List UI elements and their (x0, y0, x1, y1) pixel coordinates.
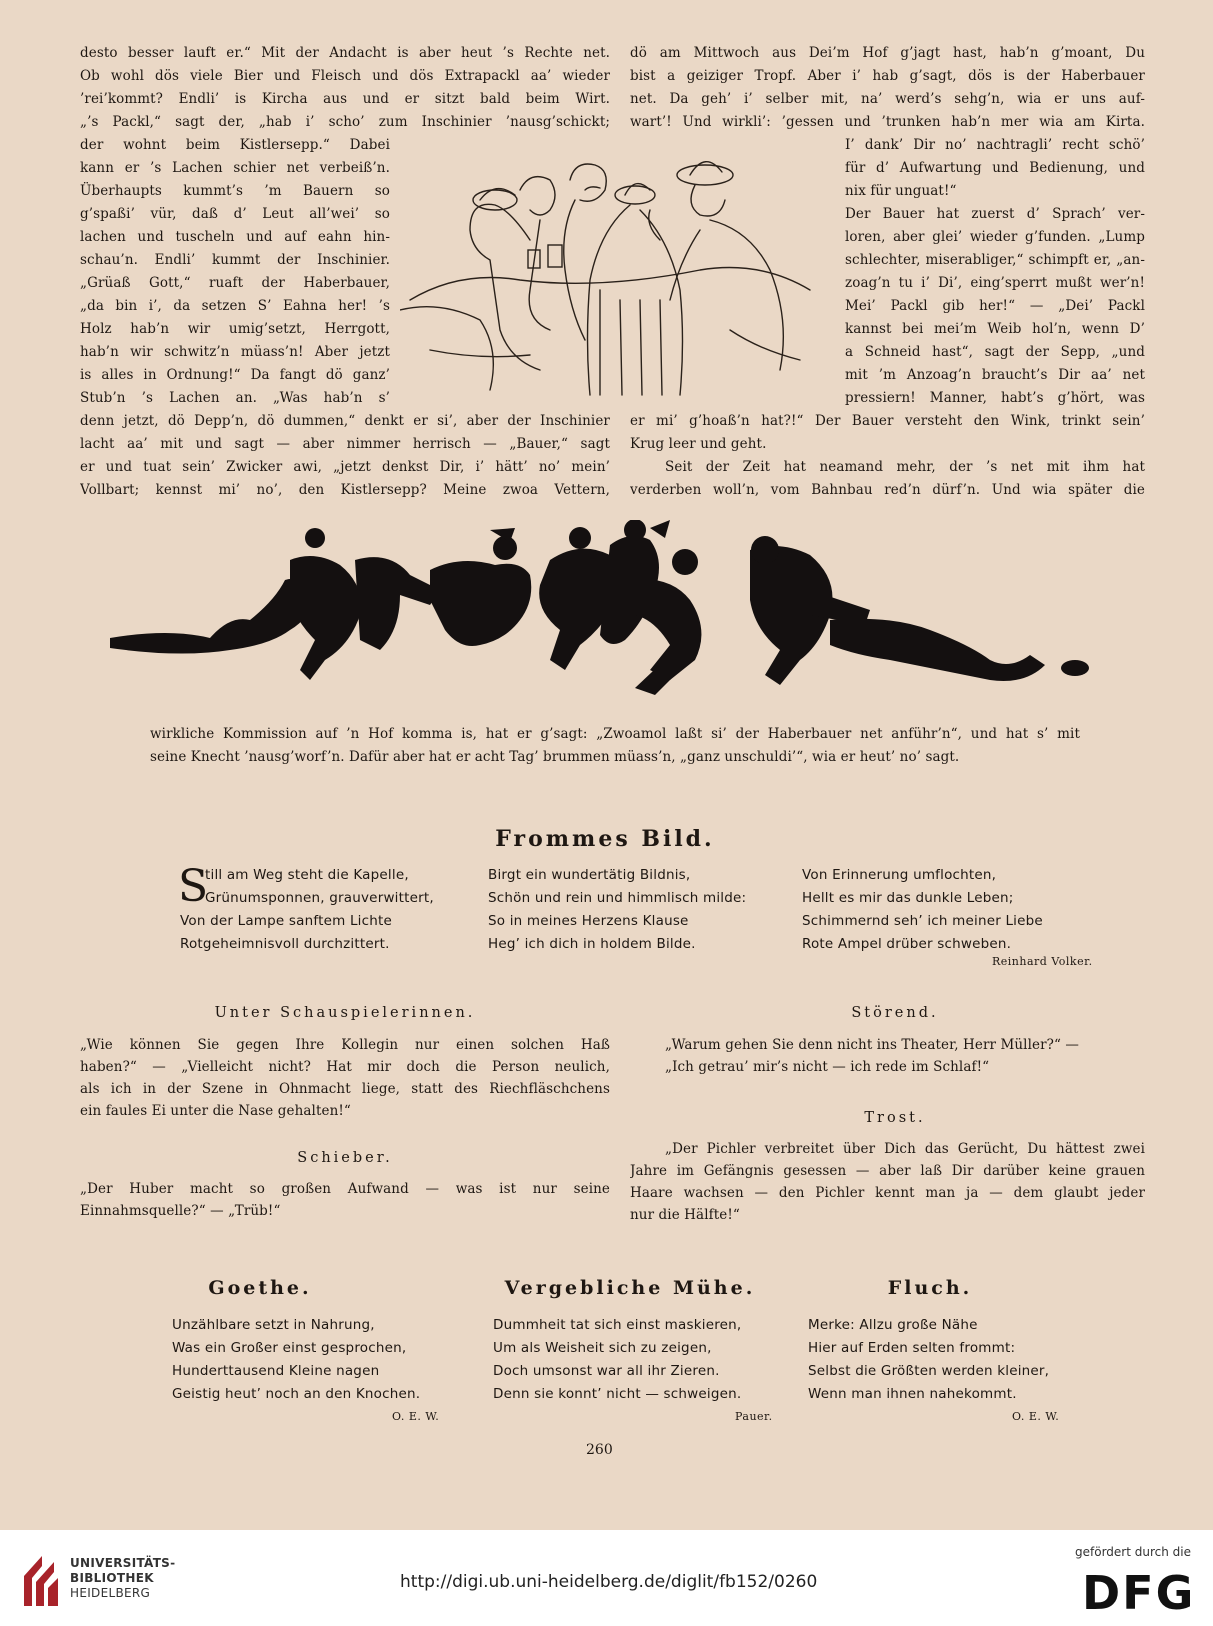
text-line: nur die Hälfte!“ (630, 1207, 740, 1223)
text-line: kann er ’s Lachen schier net verbeiß’n. (80, 160, 390, 176)
poem-line: Von der Lampe sanftem Lichte (180, 913, 392, 929)
text-line: bist a geiziger Tropf. Aber i’ hab g’sagt, dös is der Haberbauer (630, 68, 1145, 84)
poem-line: Birgt ein wundertätig Bildnis, (488, 867, 691, 883)
poem-author-vergebliche-muehe: Pauer. (735, 1410, 773, 1423)
text-line: als ich in der Szene in Ohnmacht liege, statt des Riechfläschchens (80, 1081, 610, 1097)
text-line: net. Da geh’ i’ selber mit, na’ werd’s sehg’n, wia er uns auf- (630, 91, 1145, 107)
text-line: der wohnt beim Kistlersepp.“ Dabei (80, 137, 390, 153)
poem-title-frommes-bild: Frommes Bild. (495, 826, 715, 852)
page-number: 260 (586, 1442, 613, 1458)
text-line: zoag’n tu i’ Di’, eing’sperrt mußt wer’n! (845, 275, 1145, 291)
text-line: mit ’m Anzoag’n braucht’s Dir aa’ net (845, 367, 1145, 383)
poem-title-vergebliche-muehe: Vergebliche Mühe. (504, 1277, 756, 1299)
poem-line: Doch umsonst war all ihr Zieren. (493, 1363, 720, 1379)
poem-line: Denn sie konnt’ nicht — schweigen. (493, 1386, 742, 1402)
library-name-line2: BIBLIOTHEK (70, 1571, 154, 1585)
text-line: Einnahmsquelle?“ — „Trüb!“ (80, 1203, 281, 1219)
text-line: „da bin i’, da setzen S’ Eahna her! ’s (80, 298, 390, 314)
poem-dropcap: S (178, 861, 209, 912)
library-name-line1: UNIVERSITÄTS- (70, 1556, 176, 1570)
poem-author-frommes-bild: Reinhard Volker. (992, 955, 1093, 968)
running-silhouettes-illustration (110, 520, 1110, 700)
poem-author-fluch: O. E. W. (1012, 1410, 1060, 1423)
poem-title-fluch: Fluch. (887, 1277, 973, 1299)
text-line: is alles in Ordnung!“ Da fangt dö ganz’ (80, 367, 390, 383)
text-line: g’spaßi’ vür, daß d’ Leut all’wei’ so (80, 206, 390, 222)
text-line: Seit der Zeit hat neamand mehr, der ’s net mit ihm hat (665, 459, 1145, 475)
poem-line: Schimmernd seh’ ich meiner Liebe (802, 913, 1043, 929)
poem-line: Hellt es mir das dunkle Leben; (802, 890, 1014, 906)
text-line: Der Bauer hat zuerst d’ Sprach’ ver- (845, 206, 1145, 222)
text-line: „’s Packl,“ sagt der, „hab i’ scho’ zum Inschinier ’nausg’schickt; (80, 114, 610, 130)
anecdote-title-schieber: Schieber. (297, 1150, 393, 1166)
text-line: Stub’n ’s Lachen an. „Was hab’n s’ (80, 390, 390, 406)
poem-line: Merke: Allzu große Nähe (808, 1317, 978, 1333)
text-line: denn jetzt, dö Depp’n, dö dummen,“ denkt er si’, aber der Inschinier (80, 413, 610, 429)
text-line: Jahre im Gefängnis gesessen — aber laß Dir darüber keine grauen (630, 1163, 1145, 1179)
text-line: schlechter, miserabliger,“ schimpft er, „an- (845, 252, 1145, 268)
text-line: für d’ Aufwartung und Bedienung, und (845, 160, 1145, 176)
text-line: „Der Pichler verbreitet über Dich das Gerücht, Du hättest zwei (665, 1141, 1145, 1157)
poem-line: Selbst die Größten werden kleiner, (808, 1363, 1050, 1379)
text-line: Mei’ Packl gib her!“ — „Dei’ Packl (845, 298, 1145, 314)
poem-line: till am Weg steht die Kapelle, (205, 867, 409, 883)
text-line: Vollbart; kennst mi’ no’, den Kistlersepp? Meine zwoa Vettern, (80, 482, 610, 498)
poem-line: Dummheit tat sich einst maskieren, (493, 1317, 742, 1333)
poem-line: Rote Ampel drüber schweben. (802, 936, 1012, 952)
text-line: Holz hab’n wir umig’setzt, Herrgott, (80, 321, 390, 337)
text-line: dö am Mittwoch aus Dei’m Hof g’jagt hast, hab’n g’moant, Du (630, 45, 1145, 61)
poem-line: Rotgeheimnisvoll durchzittert. (180, 936, 390, 952)
poem-title-goethe: Goethe. (208, 1277, 312, 1299)
poem-line: Heg’ ich dich in holdem Bilde. (488, 936, 696, 952)
poem-line: Was ein Großer einst gesprochen, (172, 1340, 407, 1356)
poem-line: Grünumsponnen, grauverwittert, (205, 890, 434, 906)
text-line: Überhaupts kummt’s ’m Bauern so (80, 183, 390, 199)
text-line: pressiern! Manner, habt’s g’hört, was (845, 390, 1145, 406)
poem-line: Schön und rein und himmlisch milde: (488, 890, 747, 906)
text-line: „Grüaß Gott,“ ruaft der Haberbauer, (80, 275, 390, 291)
text-line: schau’n. Endli’ kummt der Inschinier. (80, 252, 390, 268)
anecdote-title-trost: Trost. (864, 1110, 926, 1126)
anecdote-title-stoerend: Störend. (851, 1005, 939, 1021)
text-line: Ob wohl dös viele Bier und Fleisch und dös Extrapackl aa’ wieder (80, 68, 610, 84)
library-name-line3: HEIDELBERG (70, 1586, 151, 1600)
text-line: hab’n wir schwitz’n müass’n! Aber jetzt (80, 344, 390, 360)
poem-line: Um als Weisheit sich zu zeigen, (493, 1340, 712, 1356)
text-line: a Schneid hast“, sagt der Sepp, „und (845, 344, 1145, 360)
text-line: ein faules Ei unter die Nase gehalten!“ (80, 1103, 351, 1119)
text-line: desto besser lauft er.“ Mit der Andacht is aber heut ’s Rechte net. (80, 45, 610, 61)
text-line: „Wie können Sie gegen Ihre Kollegin nur einen solchen Haß (80, 1037, 610, 1053)
text-line: Haare wachsen — den Pichler kennt man ja — dem glaubt jeder (630, 1185, 1145, 1201)
poem-line: Hier auf Erden selten frommt: (808, 1340, 1016, 1356)
text-line: verderben woll’n, vom Bahnbau red’n dürf’n. Und wia später die (630, 482, 1145, 498)
text-line: „Warum gehen Sie denn nicht ins Theater, Herr Müller?“ — (665, 1037, 1079, 1053)
text-line: ’rei’kommt? Endli’ is Kircha aus und er sitzt bald beim Wirt. (80, 91, 610, 107)
text-line: nix für unguat!“ (845, 183, 957, 199)
poem-author-goethe: O. E. W. (392, 1410, 440, 1423)
text-line: I’ dank’ Dir no’ nachtragli’ recht schö’ (845, 137, 1145, 153)
poem-line: So in meines Herzens Klause (488, 913, 689, 929)
text-line: „Der Huber macht so großen Aufwand — was ist nur seine (80, 1181, 610, 1197)
text-line: er und tuat sein’ Zwicker awi, „jetzt denkst Dir, i’ hätt’ no’ mein’ (80, 459, 610, 475)
text-line: seine Knecht ’nausg’worf’n. Dafür aber hat er acht Tag’ brummen müass’n, „ganz unschuldi’“, wia er heut’ no’ sagt. (150, 749, 960, 765)
poem-line: Hunderttausend Kleine nagen (172, 1363, 380, 1379)
tavern-sketch-illustration (400, 150, 820, 400)
text-line: loren, aber glei’ wieder g’funden. „Lump (845, 229, 1145, 245)
poem-line: Unzählbare setzt in Nahrung, (172, 1317, 375, 1333)
text-line: er mi’ g’hoaß’n hat?!“ Der Bauer versteht den Wink, trinkt sein’ (630, 413, 1145, 429)
text-line: kannst bei mei’m Weib hol’n, wenn D’ (845, 321, 1145, 337)
text-line: wart’! Und wirkli’: ’gessen und ’trunken hab’n mer wia am Kirta. (630, 114, 1145, 130)
poem-line: Geistig heut’ noch an den Knochen. (172, 1386, 421, 1402)
text-line: Krug leer und geht. (630, 436, 767, 452)
permalink-url[interactable]: http://digi.ub.uni-heidelberg.de/diglit/fb152/0260 (400, 1572, 818, 1592)
poem-line: Wenn man ihnen nahekommt. (808, 1386, 1017, 1402)
anecdote-title-schauspielerinnen: Unter Schauspielerinnen. (214, 1005, 476, 1021)
funded-by-label: gefördert durch die (1075, 1545, 1191, 1559)
poem-line: Von Erinnerung umflochten, (802, 867, 997, 883)
text-line: lachen und tuscheln und auf eahn hin- (80, 229, 390, 245)
text-line: wirkliche Kommission auf ’n Hof komma is, hat er g’sagt: „Zwoamol laßt si’ der Haberbauer net anführ’n“, und hat s’ mit (150, 726, 1080, 742)
university-library-logo-icon (20, 1552, 62, 1610)
dfg-logo: DFG (1082, 1566, 1196, 1620)
text-line: „Ich getrau’ mir’s nicht — ich rede im Schlaf!“ (665, 1059, 990, 1075)
text-line: lacht aa’ mit und sagt — aber nimmer herrisch — „Bauer,“ sagt (80, 436, 610, 452)
text-line: haben?“ — „Vielleicht nicht? Hat mir doch die Person neulich, (80, 1059, 610, 1075)
